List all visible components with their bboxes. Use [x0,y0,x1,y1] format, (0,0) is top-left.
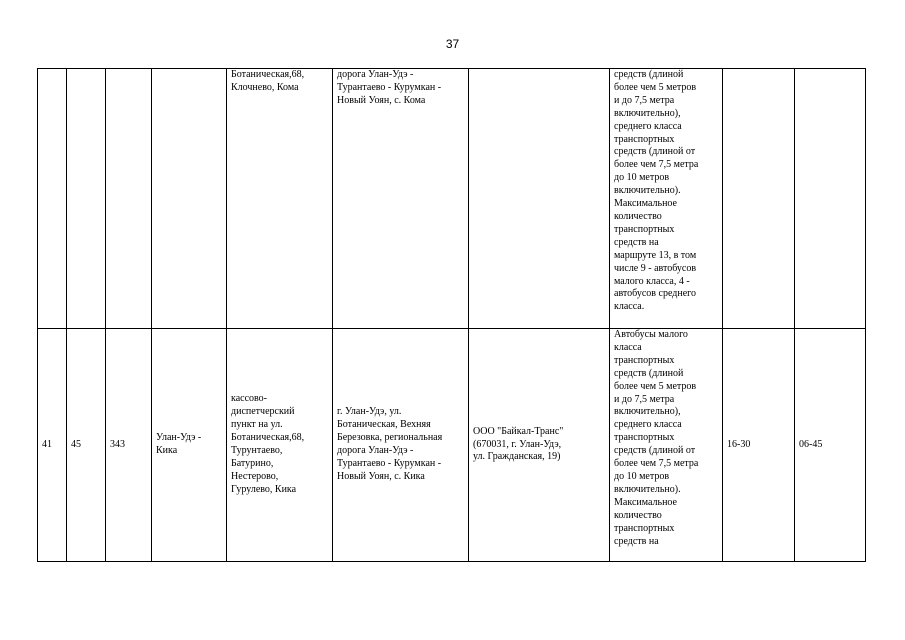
cell-streets: г. Улан-Удэ, ул. Ботаническая, Вехняя Березовка, региональная дорога Улан-Удэ - Турантаево - Курумкан - Новый Уоян, с. Кика [333,329,469,562]
cell-number [38,69,67,329]
table-row [38,69,866,329]
cell-stops: Ботаническая,68, Клочнево, Кома [227,69,333,329]
cell-route-number: 343 [106,329,152,562]
cell-registry-number [67,69,106,329]
cell-route-number [106,69,152,329]
cell-vehicles: средств (длиной более чем 5 метров и до 7,5 метра включительно), среднего класса транспортных средств (длиной от более чем 7,5 метра до 10 метров включительно). Максимальное количество транспортных средств на маршруте 13, в том числе 9 - автобусов малого класса, 4 - автобусов среднего класса. [610,69,723,329]
cell-time-from: 16-30 [723,329,795,562]
cell-number: 41 [38,329,67,562]
cell-time-to [795,69,866,329]
cell-registry-number: 45 [67,329,106,562]
page-number: 37 [445,37,460,51]
cell-stops: кассово- диспетчерский пункт на ул. Ботаническая,68, Турунтаево, Батурино, Нестерово, Гурулево, Кика [227,329,333,562]
cell-vehicles: Автобусы малого класса транспортных средств (длиной более чем 5 метров и до 7,5 метра включительно), среднего класса транспортных средств (длиной от более чем 7,5 метра до 10 метров включительно). Максимальное количество транспортных средств на [610,329,723,562]
cell-route-name: Улан-Удэ - Кика [152,329,227,562]
cell-route-name [152,69,227,329]
routes-table [37,68,866,562]
cell-time-from [723,69,795,329]
cell-carrier: ООО "Байкал-Транс" (670031, г. Улан-Удэ, ул. Гражданская, 19) [469,329,610,562]
table-row [38,329,866,562]
cell-carrier [469,69,610,329]
cell-time-to: 06-45 [795,329,866,562]
cell-streets: дорога Улан-Удэ - Турантаево - Курумкан - Новый Уоян, с. Кома [333,69,469,329]
